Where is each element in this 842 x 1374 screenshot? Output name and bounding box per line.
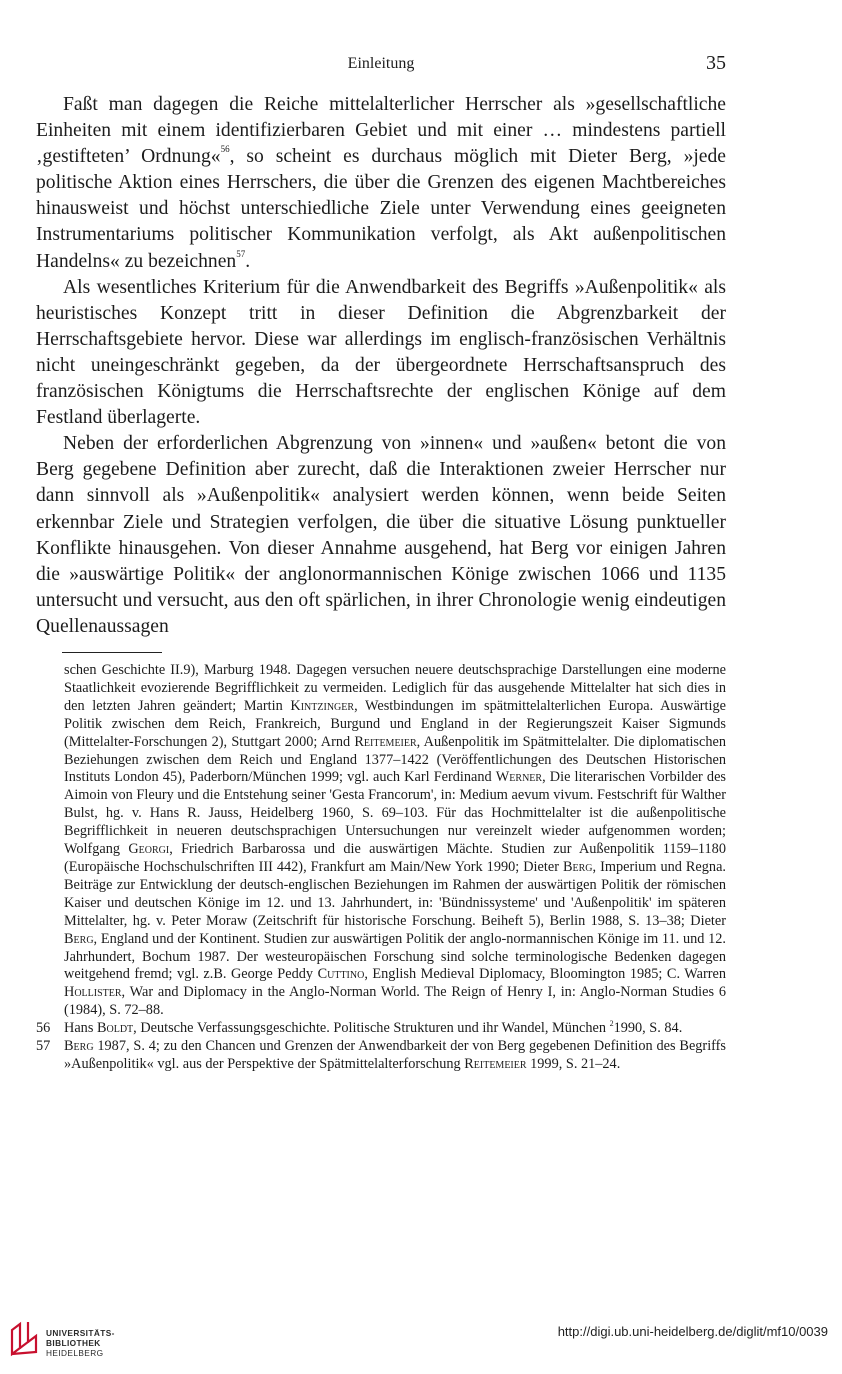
library-name xyxy=(46,1328,115,1358)
library-name-line-3: HEIDELBERG xyxy=(46,1348,104,1358)
paragraph-1 xyxy=(36,92,726,275)
note-text: , Friedrich Barbarossa und die auswärtigen Mächte. Studien zur Außenpolitik 1159–1180 (Europäische Hochschulschriften III 442), Frankfurt am Main/New York 1990; Dieter xyxy=(64,841,726,875)
author-name: Reitemeier xyxy=(464,1055,527,1072)
note-text: schen Geschichte II.9), Marburg 1948. Dagegen versuchen neuere deutschsprachige Darstellungen eine moderne Staatlichkeit evozierende Begrifflichkeit zu vermeiden. Lediglich für das ausgehende Mittelalter hat sich dies in den letzten Jahren geändert; Martin xyxy=(64,662,726,714)
author-name: Hollister xyxy=(64,984,122,1001)
main-text xyxy=(36,92,726,640)
author-name: Berg xyxy=(562,858,593,875)
author-name: Kintzinger xyxy=(290,697,355,714)
author-name: Boldt xyxy=(96,1020,134,1037)
paragraph-1-text-c: . xyxy=(245,250,251,272)
note-text: , Imperium und Regna. Beiträge zur Entwicklung der deutsch-englischen Beziehungen im Rahmen der auswärtigen Politik der römischen Kaiser und deutschen Könige im 12. und 13. Jahrhundert, in: 'Bündnissysteme' und 'Außenpolitik' im späteren Mittelalter, hg. v. Peter Moraw (Zeitschrift für historische Forschung. Beiheft 5), Berlin 1988, S. 13–38; Dieter xyxy=(64,858,726,929)
footnote-ref-57[interactable]: 57 xyxy=(236,248,246,259)
paragraph-1-text-a: Faßt man dagegen die Reiche mittelalterlicher Herrscher als »gesellschaftliche Einheiten mit einem identifizierbaren Gebiet und mit einer … mindestens partiell ‚gestifteten’ Ordnung« xyxy=(36,94,726,168)
author-name: Reitemeier xyxy=(354,733,417,750)
note-text: , Außenpolitik im Spätmittelalter. Die diplomatischen Beziehungen zwischen dem Reich und England 1377–1422 (Veröffentlichungen des Deutschen Historischen Instituts London 45), Paderborn/München 1999; vgl. auch Karl Ferdinand xyxy=(64,733,726,786)
paragraph-3: Neben der erforderlichen Abgrenzung von »innen« und »außen« betont die von Berg gegebene Definition aber zurecht, daß die Interaktionen zweier Herrscher nur dann sinnvoll als »Außenpolitik« analysiert werden können, wenn beide Seiten erkennbar Ziele und Strategien verfolgen, die über die situative Lösung punktueller Konflikte hinausgehen. Von dieser Annahme ausgehend, hat Berg vor einigen Jahren die »auswärtige Politik« der anglonormannischen Könige zwischen 1066 und 1135 untersucht und versucht, aus den oft spärlichen, in ihrer Chronologie wenig eindeutigen Quellenaussagen xyxy=(36,433,726,637)
author-name: Cuttino xyxy=(317,966,365,983)
running-title: Einleitung xyxy=(347,55,415,72)
library-logo-icon xyxy=(8,1318,42,1358)
author-name: Werner xyxy=(495,769,543,786)
footnotes xyxy=(36,662,726,1074)
footnote-57 xyxy=(36,1038,726,1074)
source-url-link[interactable]: http://digi.ub.uni-heidelberg.de/diglit/mf10/0039 xyxy=(557,1324,828,1339)
library-name-line-1: UNIVERSITÄTS- xyxy=(46,1328,115,1338)
note-text: , Westbindungen im spätmittelalterlichen Europa. Auswärtige Politik zwischen dem Reich, Frankreich, Burgund und England in der Regierungszeit Kaiser Sigmunds (Mittelalter-Forschungen 2), Stuttgart 2000; Arnd xyxy=(64,697,726,750)
note-text: , Deutsche Verfassungsgeschichte. Politische Strukturen und ihr Wandel, München xyxy=(133,1020,610,1037)
library-name-line-2: BIBLIOTHEK xyxy=(46,1338,101,1348)
note-text: , English Medieval Diplomacy, Bloomington 1985; C. Warren xyxy=(364,966,726,983)
author-name: Berg xyxy=(64,930,94,947)
page-number: 35 xyxy=(706,52,726,74)
digitization-footer xyxy=(0,1316,842,1366)
note-text: 1990, S. 84. xyxy=(613,1020,683,1037)
note-text: 1999, S. 21–24. xyxy=(526,1055,621,1072)
footnote-ref-56[interactable]: 56 xyxy=(220,144,230,155)
note-text: , England und der Kontinent. Studien zur auswärtigen Politik der anglo-normannischen Könige im 11. und 12. Jahrhundert, Bochum 1987. Der westeuropäischen Forschung sind solche terminologische Bedenken dagegen weitgehend fremd; vgl. z.B. George Peddy xyxy=(64,930,726,983)
paragraph-2: Als wesentliches Kriterium für die Anwendbarkeit des Begriffs »Außenpolitik« als heuristisches Konzept tritt in dieser Definition die Abgrenzbarkeit der Herrschaftsgebiete hervor. Diese war allerdings im englisch-französischen Verhältnis nicht uneingeschränkt gegeben, da der übergeordnete Herrschaftsanspruch des französischen Königtums die Herrschaftsrechte der englischen Könige auf dem Festland überlagerte. xyxy=(36,276,726,429)
footnote-continuation xyxy=(36,662,726,1020)
note-text: Hans xyxy=(64,1020,97,1037)
note-text: , Die literarischen Vorbilder des Aimoin von Fleury und die Entstehung seiner 'Gesta Francorum', in: Medium aevum vivum. Festschrift für Walther Bulst, hg. v. Hans R. Jauss, Heidelberg 1960, S. 69–103. Für das Hochmittelalter ist die außenpolitische Begrifflichkeit in neueren deutschsprachigen Untersuchungen nur vereinzelt wieder aufgenommen worden; Wolfgang xyxy=(64,769,726,858)
footnote-number: 57 xyxy=(36,1038,51,1055)
footnote-separator xyxy=(62,652,162,653)
author-name: Berg xyxy=(64,1038,94,1055)
edition-number: 2 xyxy=(609,1019,614,1029)
paragraph-1-text-b: , so scheint es durchaus möglich mit Dieter Berg, »jede politische Aktion eines Herrschers, die über die Grenzen des eigenen Machtbereiches hinausweist und höchst unterschiedliche Ziele unter Verwendung eines geeigneten Instrumentariums politischer Kommunikation verfolgt, als Akt außenpolitischen Handelns« zu bezeichnen xyxy=(36,146,726,272)
running-header xyxy=(36,52,726,80)
note-text: , War and Diplomacy in the Anglo-Norman World. The Reign of Henry I, in: Anglo-Norman Studies 6 (1984), S. 72–88. xyxy=(64,984,726,1019)
note-text: 1987, S. 4; zu den Chancen und Grenzen der Anwendbarkeit der von Berg gegebenen Definition des Begriffs »Außenpolitik« vgl. aus der Perspektive der Spätmittelalterforschung xyxy=(64,1038,726,1072)
author-name: Georgi xyxy=(128,841,170,858)
footnote-number: 56 xyxy=(36,1020,51,1037)
footnote-56 xyxy=(36,1020,726,1038)
